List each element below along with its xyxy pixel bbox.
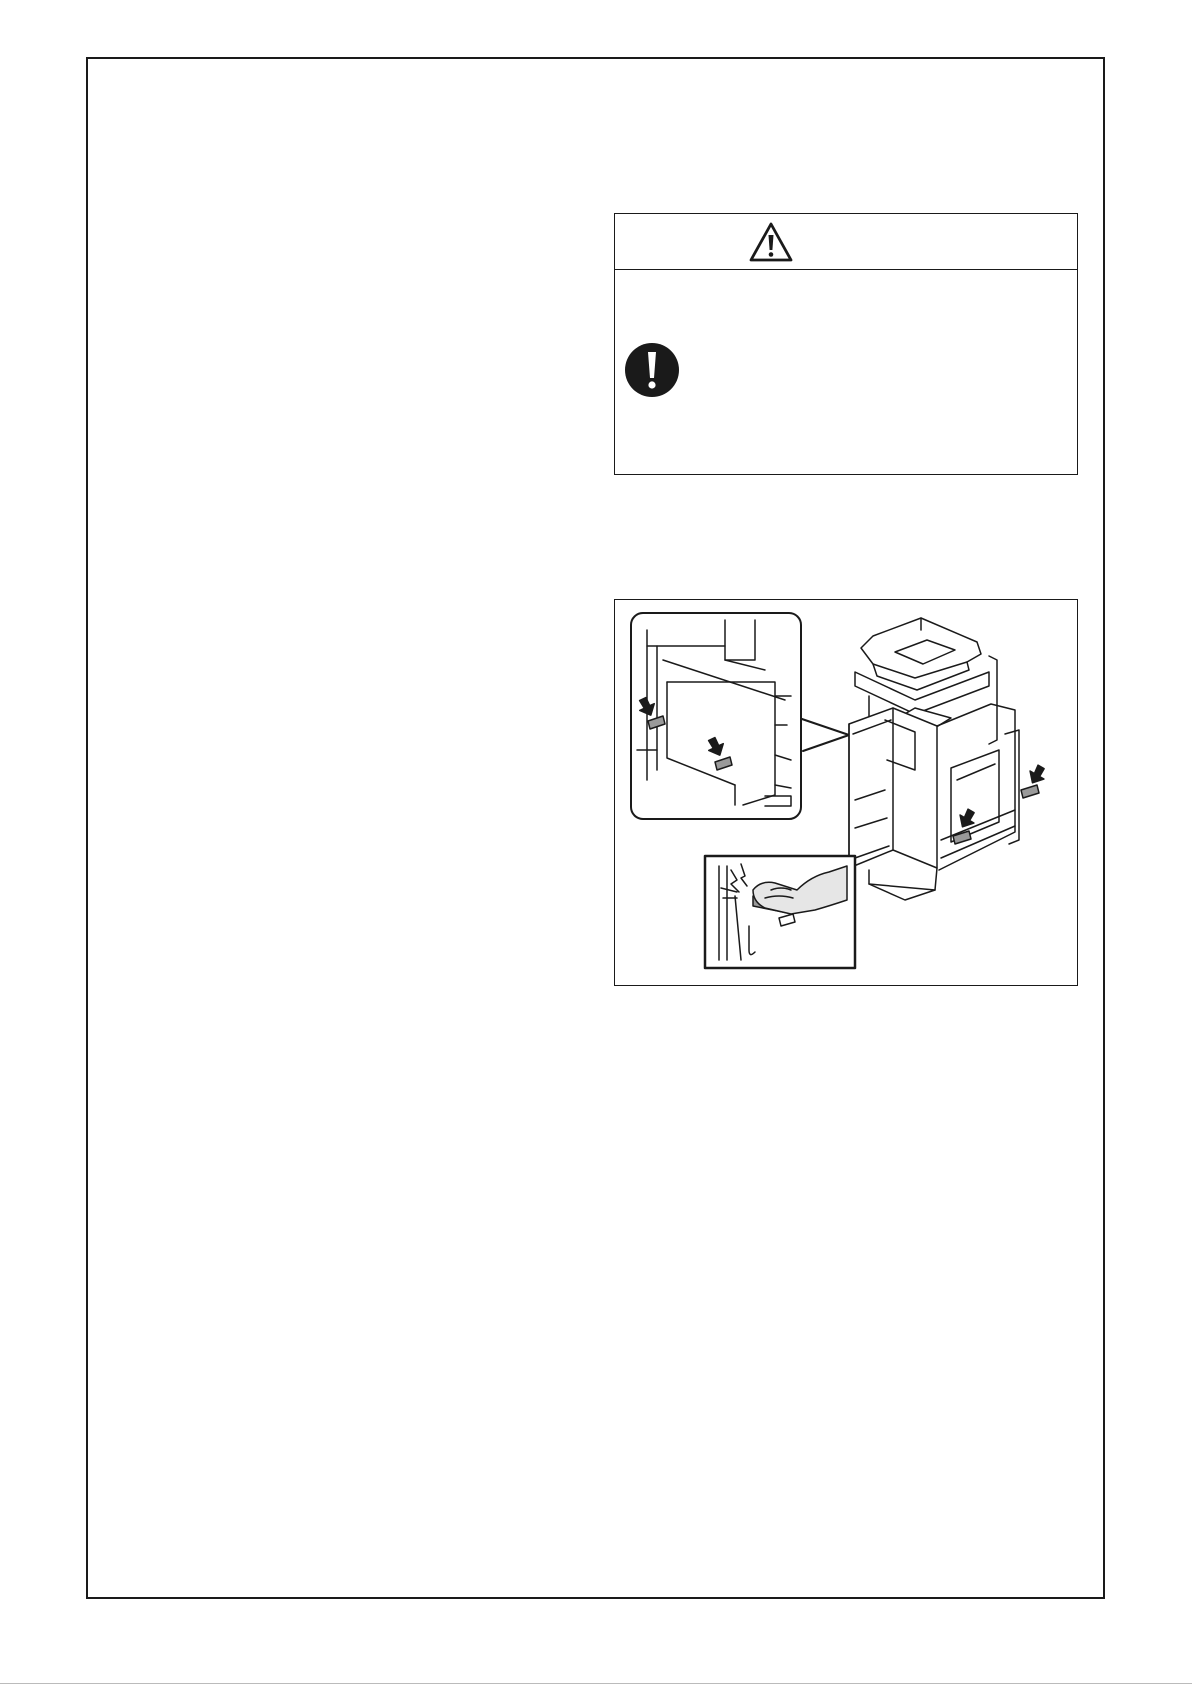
caution-header — [615, 214, 1077, 270]
mfp-machine-illustration — [849, 618, 1048, 900]
bottom-rule — [0, 1683, 1192, 1684]
mandatory-action-icon — [624, 342, 680, 403]
detail-callout-inset — [631, 613, 849, 819]
caution-box — [614, 213, 1078, 475]
warning-triangle-icon — [748, 221, 794, 268]
hand-removing-tape-inset — [705, 856, 855, 968]
figure-box — [614, 599, 1078, 986]
